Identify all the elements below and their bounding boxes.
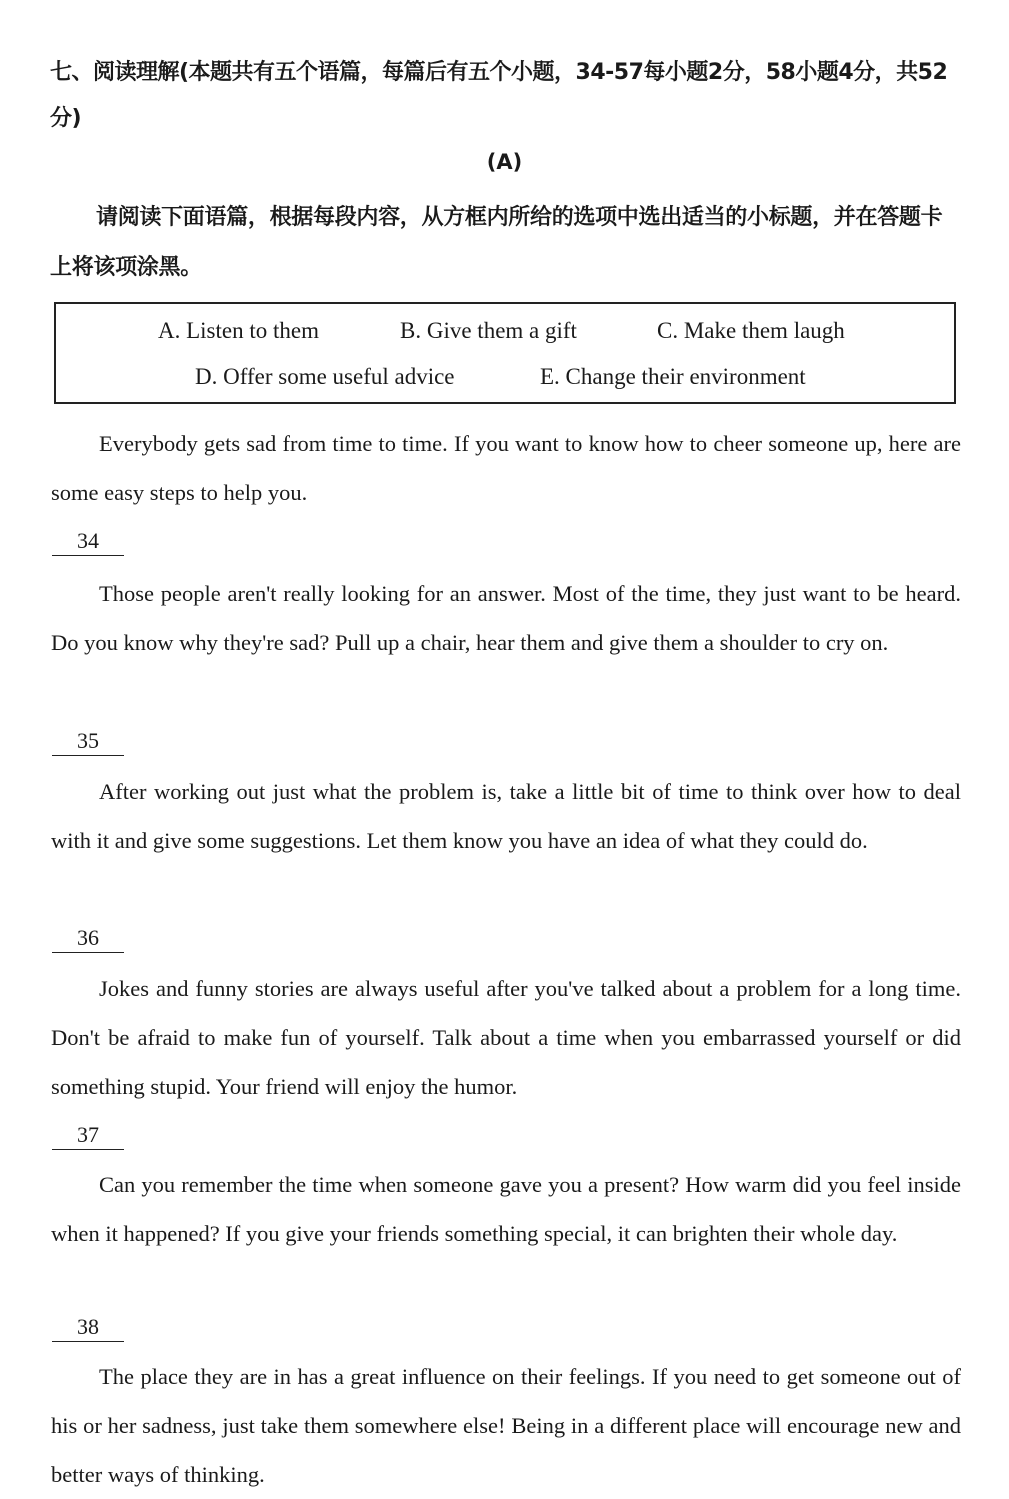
paragraph-38: The place they are in has a great influence on their feelings. If you need to get someone out of his or her sadness, just take them somewhere else! Being in a different place will encourage new and better ways of thinking. <box>51 1364 961 1487</box>
answer-blank-34: 34 <box>52 527 124 556</box>
option-d: D. Offer some useful advice <box>195 364 455 389</box>
intro-paragraph: Everybody gets sad from time to time. If you want to know how to cheer someone up, here are some easy steps to help you. <box>51 431 961 505</box>
answer-blank-36: 36 <box>52 924 124 953</box>
answer-blank-38: 38 <box>52 1313 124 1342</box>
paragraph-36: Jokes and funny stories are always useful after you've talked about a problem for a long time. Don't be afraid to make fun of yourself. Talk about a time when you embarrassed yourself or did something stupid. Your friend will enjoy the humor. <box>51 976 961 1099</box>
option-c: C. Make them laugh <box>657 318 845 343</box>
option-b: B. Give them a gift <box>400 318 577 343</box>
paragraph-37: Can you remember the time when someone gave you a present? How warm did you feel inside when it happened? If you give your friends something special, it can brighten their whole day. <box>51 1172 961 1246</box>
options-box <box>54 302 956 404</box>
paragraph-35: After working out just what the problem is, take a little bit of time to think over how to deal with it and give some suggestions. Let them know you have an idea of what they could do. <box>51 779 961 853</box>
answer-blank-35: 35 <box>52 727 124 756</box>
section-header: 七、阅读理解(本题共有五个语篇，每篇后有五个小题，34-57每小题2分，58小题4分，共52分) <box>50 60 948 131</box>
passage-label: (A) <box>486 150 523 174</box>
option-a: A. Listen to them <box>158 318 319 343</box>
option-e: E. Change their environment <box>540 364 806 389</box>
instruction-text: 请阅读下面语篇，根据每段内容，从方框内所给的选项中选出适当的小标题，并在答题卡上将该项涂黑。 <box>50 205 943 280</box>
paragraph-34: Those people aren't really looking for an answer. Most of the time, they just want to be heard. Do you know why they're sad? Pull up a chair, hear them and give them a shoulder to cry on. <box>51 581 961 655</box>
answer-blank-37: 37 <box>52 1121 124 1150</box>
